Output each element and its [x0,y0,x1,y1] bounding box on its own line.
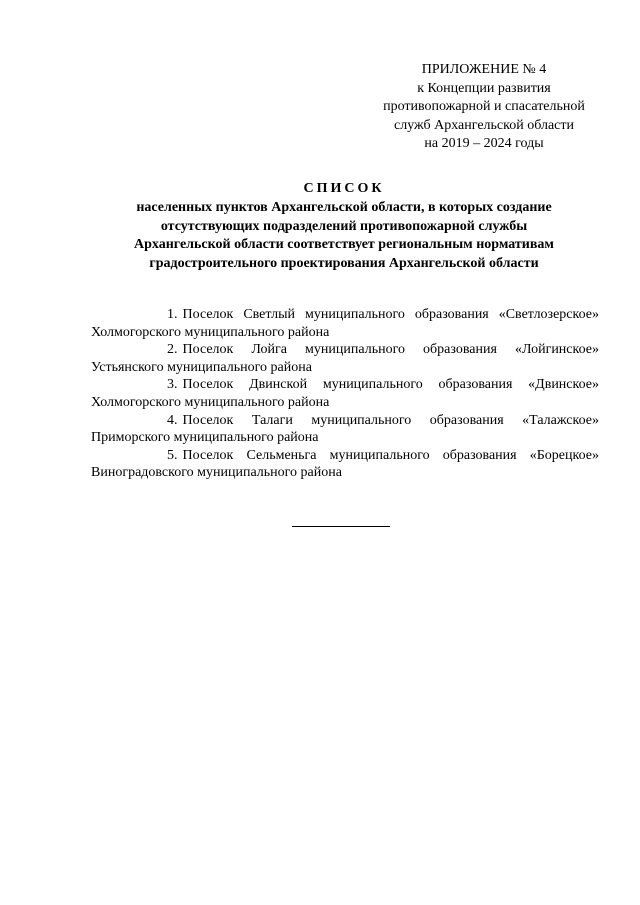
list-item-text: Поселок Двинской муниципального образования «Двинское» Холмогорского муниципального района [91,377,599,410]
appendix-line: служб Архангельской области [394,117,574,133]
appendix-line: к Концепции развития [417,80,551,96]
appendix-number: ПРИЛОЖЕНИЕ № 4 [421,62,547,77]
settlements-list [91,306,599,482]
list-item-number: 4. [167,412,178,428]
list-item-text: Поселок Сельменьга муниципального образования «Борецкое» Виноградовского муниципального района [91,447,599,481]
list-item [91,306,599,341]
list-item [91,412,599,447]
list-item [91,341,599,376]
list-item-text: Поселок Лойга муниципального образования «Лойгинское» Устьянского муниципального района [91,342,599,375]
list-item-number: 5. [167,447,178,463]
list-item-text: Поселок Светлый муниципального образования «Светлозерское» Холмогорского муниципального района [91,307,599,340]
list-item [91,447,599,482]
title-line: отсутствующих подразделений противопожарной службы [160,218,528,234]
list-item-number: 3. [167,377,178,393]
appendix-header [366,61,602,154]
appendix-years: на 2019 – 2024 годы [424,136,544,152]
list-item [91,376,599,411]
title-word: СПИСОК [303,181,385,196]
appendix-line: противопожарной и спасательной [383,99,585,115]
closing-rule [292,526,390,527]
title-line: градостроительного проектирования Архангельской области [149,255,539,271]
list-item-text: Поселок Талаги муниципального образования «Талажское» Приморского муниципального района [91,412,599,446]
title-line: населенных пунктов Архангельской области, в которых создание [136,200,552,216]
list-item-number: 2. [167,342,178,358]
title-line: Архангельской области соответствует региональным нормативам [134,237,554,253]
document-title [88,180,600,273]
list-item-number: 1. [167,307,178,322]
